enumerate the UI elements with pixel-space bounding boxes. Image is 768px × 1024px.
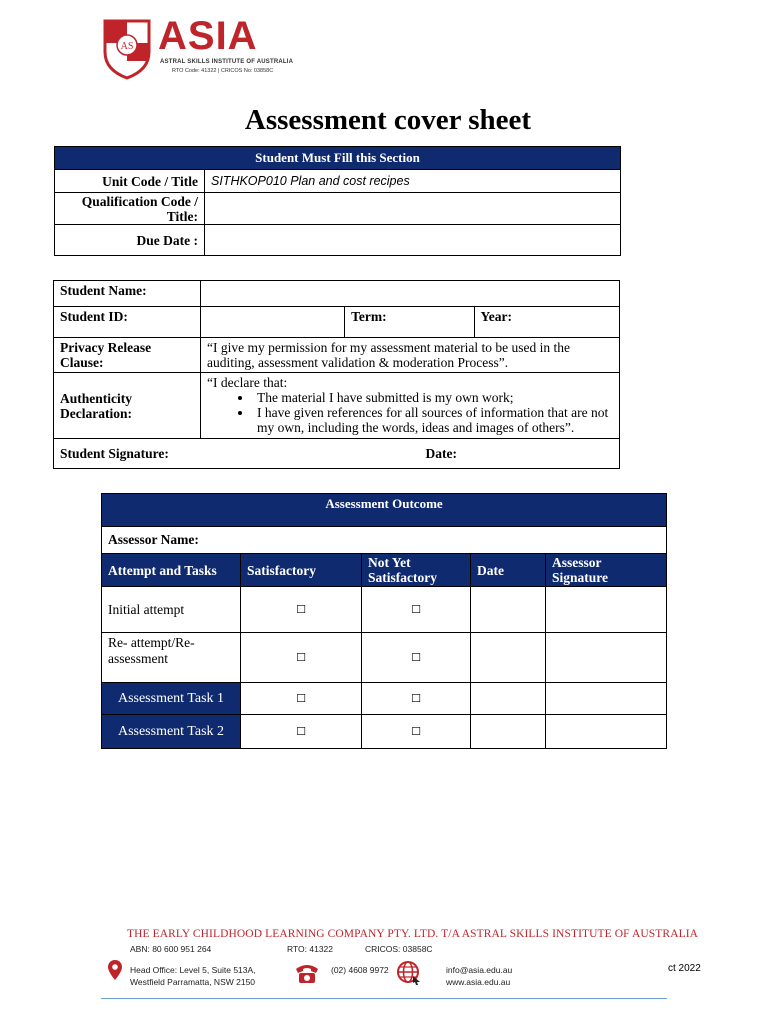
institute-logo <box>102 14 302 82</box>
footer-rto: RTO: 41322 <box>287 944 333 954</box>
signature-cell[interactable] <box>546 715 667 749</box>
unit-details-table <box>54 146 621 256</box>
assessor-name-row[interactable]: Assessor Name: <box>102 527 667 554</box>
footer-divider <box>101 998 667 999</box>
satisfactory-checkbox[interactable]: ☐ <box>241 633 362 683</box>
footer-company: THE EARLY CHILDHOOD LEARNING COMPANY PTY. LTD. T/A ASTRAL SKILLS INSTITUTE OF AUSTRALIA <box>127 928 699 940</box>
unit-code-value[interactable]: SITHKOP010 Plan and cost recipes <box>205 170 621 193</box>
unit-code-label: Unit Code / Title <box>55 170 205 193</box>
privacy-text: “I give my permission for my assessment material to be used in the auditing, assessment validation & moderation Process”. <box>201 338 620 373</box>
page-title: Assessment cover sheet <box>244 104 532 136</box>
student-name-field[interactable] <box>201 281 620 307</box>
signature-row[interactable] <box>54 439 620 469</box>
brand-name: ASIA <box>158 14 258 58</box>
not-yet-satisfactory-checkbox[interactable]: ☐ <box>362 715 471 749</box>
col-satisfactory: Satisfactory <box>241 554 362 587</box>
outcome-header: Assessment Outcome <box>102 494 667 527</box>
satisfactory-checkbox[interactable]: ☐ <box>241 715 362 749</box>
declaration-intro: “I declare that: <box>207 375 288 390</box>
row-reattempt: Re- attempt/Re-assessment <box>102 633 241 683</box>
footer-address-line1: Head Office: Level 5, Suite 513A, <box>130 965 256 975</box>
footer-phone: (02) 4608 9972 <box>331 965 389 975</box>
year-label[interactable]: Year: <box>474 307 620 338</box>
section-header: Student Must Fill this Section <box>55 147 621 170</box>
authenticity-declaration <box>201 373 620 439</box>
footer-website[interactable]: www.asia.edu.au <box>446 977 511 987</box>
row-assessment-task-2: Assessment Task 2 <box>102 715 241 749</box>
institute-name: ASTRAL SKILLS INSTITUTE OF AUSTRALIA <box>160 59 294 65</box>
declaration-point: • The material I have submitted is my own work; <box>253 390 613 405</box>
svg-text:AS: AS <box>120 41 134 52</box>
satisfactory-checkbox[interactable]: ☐ <box>241 587 362 633</box>
col-date: Date <box>471 554 546 587</box>
student-id-label: Student ID: <box>54 307 201 338</box>
authenticity-label: Authenticity Declaration: <box>54 373 201 439</box>
registration-codes: RTO Code: 41322 | CRICOS No: 03858C <box>172 68 274 74</box>
date-cell[interactable] <box>471 683 546 715</box>
crest-icon <box>102 18 152 80</box>
student-id-field[interactable] <box>201 307 345 338</box>
signature-cell[interactable] <box>546 633 667 683</box>
due-date-label: Due Date : <box>55 225 205 256</box>
col-not-yet-satisfactory: Not Yet Satisfactory <box>362 554 471 587</box>
assessment-outcome-table <box>101 493 667 749</box>
signature-cell[interactable] <box>546 683 667 715</box>
due-date-field[interactable] <box>205 225 621 256</box>
location-pin-icon <box>107 959 123 981</box>
qualification-field[interactable] <box>205 193 621 225</box>
declaration-list <box>207 390 613 435</box>
date-cell[interactable] <box>471 633 546 683</box>
globe-icon <box>396 960 422 986</box>
not-yet-satisfactory-checkbox[interactable]: ☐ <box>362 683 471 715</box>
satisfactory-checkbox[interactable]: ☐ <box>241 683 362 715</box>
telephone-icon <box>293 961 321 985</box>
student-details-table <box>53 280 620 469</box>
footer-abn: ABN: 80 600 951 264 <box>130 944 212 954</box>
footer-address-line2: Westfield Parramatta, NSW 2150 <box>130 977 256 987</box>
privacy-label: Privacy Release Clause: <box>54 338 201 373</box>
col-attempt: Attempt and Tasks <box>102 554 241 587</box>
qualification-label: Qualification Code / Title: <box>55 193 205 225</box>
row-assessment-task-1: Assessment Task 1 <box>102 683 241 715</box>
declaration-point: • I have given references for all sources of information that are not my own, including the words, ideas and images of others”. <box>253 405 613 435</box>
row-initial-attempt: Initial attempt <box>102 587 241 633</box>
signature-cell[interactable] <box>546 587 667 633</box>
footer-email[interactable]: info@asia.edu.au <box>446 965 513 975</box>
date-cell[interactable] <box>471 715 546 749</box>
not-yet-satisfactory-checkbox[interactable]: ☐ <box>362 587 471 633</box>
signature-label: Student Signature: <box>60 446 169 461</box>
footer-version: ct 2022 <box>668 963 701 974</box>
student-name-label: Student Name: <box>54 281 201 307</box>
date-label: Date: <box>425 446 457 461</box>
footer-cricos: CRICOS: 03858C <box>365 944 433 954</box>
not-yet-satisfactory-checkbox[interactable]: ☐ <box>362 633 471 683</box>
term-label[interactable]: Term: <box>345 307 474 338</box>
col-assessor-signature: Assessor Signature <box>546 554 667 587</box>
date-cell[interactable] <box>471 587 546 633</box>
